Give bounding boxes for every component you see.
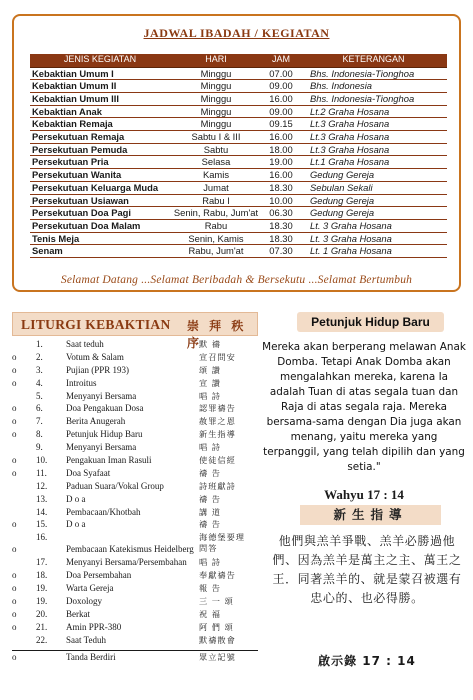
liturgi-item-number: 5.: [36, 390, 43, 401]
schedule-cell-hari: Minggu: [170, 118, 262, 131]
liturgi-item-chinese: 默 禱: [199, 339, 221, 349]
schedule-cell-keterangan: Sebulan Sekali: [300, 181, 447, 194]
liturgi-item: [12, 441, 258, 454]
liturgi-item-number: 19.: [36, 583, 48, 594]
schedule-cell-kegiatan: Senam: [30, 245, 170, 258]
liturgi-item-mark: o: [12, 608, 17, 619]
liturgi-item-name: Berita Anugerah: [66, 416, 126, 427]
liturgi-item-mark: o: [12, 583, 17, 594]
schedule-cell-hari: Jumat: [170, 181, 262, 194]
schedule-cell-keterangan: Gedung Gereja: [300, 207, 447, 220]
schedule-cell-kegiatan: Persekutuan Doa Malam: [30, 219, 170, 232]
schedule-cell-kegiatan: Kebaktian Umum II: [30, 80, 170, 93]
liturgi-item-name: Introitus: [66, 377, 97, 388]
liturgi-item-chinese: 講 道: [199, 506, 221, 517]
schedule-cell-hari: Rabu, Jum'at: [170, 245, 262, 258]
liturgi-item-number: 4.: [36, 377, 43, 388]
schedule-cell-hari: Minggu: [170, 80, 262, 93]
liturgi-item-number: 13.: [36, 493, 48, 504]
liturgi-item-number: 2.: [36, 351, 43, 362]
liturgi-item-name: Paduan Suara/Vokal Group: [66, 480, 164, 491]
liturgi-item-number: 15.: [36, 519, 48, 530]
liturgi-item-mark: o: [12, 351, 17, 362]
liturgi-item-name: Menyanyi Bersama: [66, 442, 137, 453]
liturgi-item-name: Pengakuan Iman Rasuli: [66, 455, 152, 466]
schedule-cell-kegiatan: Kebaktian Remaja: [30, 118, 170, 131]
liturgi-item-name: Berkat: [66, 608, 90, 619]
liturgi-item-mark: o: [12, 621, 17, 632]
petunjuk-text: Mereka akan berperang melawan Anak Domba. Tetapi Anak Domba akan mengalahkan mereka, karena Ia adalah Tuan di atas segala tuan dan Raja di atas segala raja. Mereka bersama-sama dengan Dia juga akan menang, yaitu mereka yang terpanggil, yang telah dipilih dan yang setia.": [262, 341, 466, 473]
liturgi-item-name: Doa Persembahan: [66, 570, 132, 581]
liturgi-item: [12, 608, 258, 621]
liturgi-item: [12, 493, 258, 506]
schedule-cell-kegiatan: Persekutuan Pria: [30, 156, 170, 169]
schedule-cell-hari: Sabtu: [170, 143, 262, 156]
schedule-cell-jam: 10.00: [262, 194, 300, 207]
schedule-row: [30, 80, 447, 93]
schedule-cell-keterangan: Lt.3 Graha Hosana: [300, 118, 447, 131]
liturgi-item-mark: o: [12, 377, 17, 388]
liturgi-item-chinese: 禱 告: [199, 519, 221, 530]
liturgi-item-chinese: 阿 們 頌: [199, 621, 234, 632]
liturgi-item: [12, 351, 258, 364]
liturgi-item-name: Doa Pengakuan Dosa: [66, 403, 144, 414]
schedule-cell-keterangan: Bhs. Indonesia: [300, 80, 447, 93]
schedule-cell-jam: 16.00: [262, 92, 300, 105]
schedule-cell-hari: Rabu I: [170, 194, 262, 207]
schedule-cell-jam: 16.00: [262, 131, 300, 144]
liturgi-item-name: Saat teduh: [66, 339, 104, 349]
liturgi-item-chinese: 唱 詩: [199, 442, 221, 453]
header-jam: JAM: [262, 54, 300, 67]
schedule-cell-kegiatan: Kebaktian Umum III: [30, 92, 170, 105]
petunjuk-reference: Wahyu 17 : 14: [324, 487, 404, 502]
liturgi-item-mark: o: [12, 519, 17, 530]
schedule-panel: [12, 14, 461, 292]
liturgi-item-mark: o: [12, 403, 17, 414]
liturgi-item-chinese: 宣召問安: [199, 351, 236, 362]
schedule-cell-hari: Selasa: [170, 156, 262, 169]
schedule-cell-kegiatan: Persekutuan Doa Pagi: [30, 207, 170, 220]
schedule-cell-hari: Minggu: [170, 67, 262, 80]
liturgi-item: [12, 415, 258, 428]
liturgi-item-number: 14.: [36, 506, 48, 517]
liturgi-item-number: 6.: [36, 403, 43, 414]
liturgi-item: [12, 595, 258, 608]
schedule-row: [30, 156, 447, 169]
schedule-row: [30, 131, 447, 144]
liturgi-item-name: Pembacaan Katekismus Heidelberg: [66, 544, 194, 555]
liturgi-item-chinese: 新生指導: [199, 429, 236, 440]
liturgi-item-number: 17.: [36, 557, 48, 568]
header-hari: HARI: [170, 54, 262, 67]
liturgi-item-number: 18.: [36, 570, 48, 581]
liturgi-item-number: 7.: [36, 416, 43, 427]
liturgi-item-name: Votum & Salam: [66, 351, 124, 362]
liturgi-item-mark: o: [12, 455, 17, 466]
schedule-cell-kegiatan: Persekutuan Keluarga Muda: [30, 181, 170, 194]
schedule-cell-kegiatan: Kebaktian Anak: [30, 105, 170, 118]
liturgi-item-number: 8.: [36, 429, 43, 440]
liturgi-item-chinese: 海德堡要理問答: [199, 532, 245, 554]
schedule-header-row: [30, 54, 447, 67]
liturgi-item-name: Menyanyi Bersama/Persembahan: [66, 557, 187, 568]
liturgi-item: [12, 556, 258, 569]
liturgi-title: LITURGI KEBAKTIAN: [21, 317, 171, 332]
liturgi-item-name: Pujian (PPR 193): [66, 364, 130, 375]
liturgi-item: [12, 569, 258, 582]
liturgi-item: [12, 454, 258, 467]
liturgi-item: [12, 467, 258, 480]
liturgi-item-chinese: 認罪禱告: [199, 403, 236, 414]
liturgi-item: [12, 338, 258, 351]
liturgi-item-chinese: 頌 讚: [199, 364, 221, 375]
schedule-cell-keterangan: Lt.2 Graha Hosana: [300, 105, 447, 118]
liturgi-item-mark: o: [12, 416, 17, 427]
schedule-body: [30, 67, 447, 258]
liturgi-item-name: Warta Gereja: [66, 583, 114, 594]
liturgi-item-chinese: 禱 告: [199, 467, 221, 478]
schedule-cell-jam: 06.30: [262, 207, 300, 220]
liturgi-item-mark: o: [12, 429, 17, 440]
schedule-cell-hari: Senin, Rabu, Jum'at: [170, 207, 262, 220]
liturgi-item: [12, 518, 258, 531]
schedule-cell-keterangan: Bhs. Indonesia-Tionghoa: [300, 92, 447, 105]
petunjuk-cn-reference: 啟示錄 17 : 14: [318, 654, 416, 668]
liturgi-list: [12, 338, 258, 662]
liturgi-item-chinese: 奉獻禱告: [199, 570, 236, 581]
liturgi-item-name: Tanda Berdiri: [66, 651, 116, 662]
liturgi-item-name: Petunjuk Hidup Baru: [66, 429, 143, 440]
schedule-cell-keterangan: Lt. 3 Graha Hosana: [300, 232, 447, 245]
schedule-cell-hari: Rabu: [170, 219, 262, 232]
liturgi-item-name: Doa Syafaat: [66, 467, 111, 478]
schedule-cell-jam: 19.00: [262, 156, 300, 169]
petunjuk-cn-title: 新生指導: [300, 505, 441, 525]
schedule-cell-keterangan: Lt.1 Graha Hosana: [300, 156, 447, 169]
liturgi-item-name: Pembacaan/Khotbah: [66, 506, 141, 517]
liturgi-item-name: Doxology: [66, 596, 102, 607]
schedule-cell-jam: 07.00: [262, 67, 300, 80]
petunjuk-cn-text: 他們與羔羊爭戰、羔羊必勝過他們、因為羔羊是萬主之主、萬王之王．同著羔羊的、就是蒙召被選有忠心的、也必得勝。: [272, 534, 462, 605]
liturgi-item: [12, 621, 258, 634]
schedule-footer: Selamat Datang ...Selamat Beribadah & Bersekutu ...Selamat Bertumbuh: [60, 274, 413, 286]
liturgi-item-chinese: 詩班獻詩: [199, 480, 236, 491]
schedule-cell-hari: Sabtu I & III: [170, 131, 262, 144]
liturgi-item-number: 10.: [36, 455, 48, 466]
schedule-cell-jam: 18.30: [262, 219, 300, 232]
schedule-cell-hari: Minggu: [170, 105, 262, 118]
liturgi-item-number: 16.: [36, 532, 48, 543]
schedule-cell-kegiatan: Persekutuan Wanita: [30, 169, 170, 182]
liturgi-item-number: 19.: [36, 596, 48, 607]
schedule-title: JADWAL IBADAH / KEGIATAN: [143, 26, 330, 40]
liturgi-item: [12, 402, 258, 415]
schedule-cell-keterangan: Lt. 3 Graha Hosana: [300, 219, 447, 232]
schedule-cell-keterangan: Lt.3 Graha Hosana: [300, 131, 447, 144]
schedule-cell-kegiatan: Persekutuan Remaja: [30, 131, 170, 144]
liturgi-item-chinese: 眾立記號: [199, 651, 236, 662]
liturgi-item-mark: o: [12, 651, 17, 662]
schedule-cell-hari: Minggu: [170, 92, 262, 105]
schedule-row: [30, 92, 447, 105]
liturgi-item-chinese: 使徒信經: [199, 455, 236, 466]
schedule-row: [30, 105, 447, 118]
schedule-row: [30, 207, 447, 220]
liturgi-item-mark: o: [12, 364, 17, 375]
liturgi-item-mark: o: [12, 467, 17, 478]
schedule-cell-hari: Kamis: [170, 169, 262, 182]
schedule-cell-kegiatan: Kebaktian Umum I: [30, 67, 170, 80]
schedule-row: [30, 232, 447, 245]
liturgi-item-chinese: 三 一 頌: [199, 596, 234, 607]
schedule-cell-keterangan: Gedung Gereja: [300, 194, 447, 207]
schedule-cell-keterangan: Lt.3 Graha Hosana: [300, 143, 447, 156]
schedule-row: [30, 181, 447, 194]
schedule-cell-hari: Senin, Kamis: [170, 232, 262, 245]
schedule-cell-keterangan: Gedung Gereja: [300, 169, 447, 182]
liturgi-item: [12, 531, 258, 556]
liturgi-item-chinese: 默禱散會: [199, 634, 236, 645]
liturgi-item: [12, 377, 258, 390]
liturgi-item-chinese: 唱 詩: [199, 557, 221, 568]
liturgi-item-name: D o a: [66, 493, 86, 504]
schedule-table: [30, 54, 447, 258]
schedule-row: [30, 67, 447, 80]
liturgi-item: [12, 650, 258, 663]
liturgi-item: [12, 506, 258, 519]
liturgi-item-number: 3.: [36, 364, 43, 375]
liturgi-item: [12, 428, 258, 441]
schedule-cell-kegiatan: Persekutuan Usiawan: [30, 194, 170, 207]
header-keterangan: KETERANGAN: [300, 54, 447, 67]
liturgi-item-number: 11.: [36, 467, 47, 478]
schedule-cell-jam: 09.00: [262, 105, 300, 118]
schedule-row: [30, 219, 447, 232]
schedule-cell-jam: 09.15: [262, 118, 300, 131]
schedule-cell-keterangan: Bhs. Indonesia-Tionghoa: [300, 67, 447, 80]
schedule-cell-jam: 09.00: [262, 80, 300, 93]
liturgi-item-name: Amin PPR-380: [66, 621, 122, 632]
schedule-row: [30, 245, 447, 258]
liturgi-item-number: 12.: [36, 480, 48, 491]
schedule-cell-jam: 07.30: [262, 245, 300, 258]
liturgi-item-number: 20.: [36, 608, 48, 619]
liturgi-item-name: Saat Teduh: [66, 634, 106, 645]
schedule-cell-jam: 18.30: [262, 181, 300, 194]
schedule-row: [30, 194, 447, 207]
liturgi-item-number: 9.: [36, 442, 43, 453]
schedule-cell-jam: 16.00: [262, 169, 300, 182]
liturgi-item-number: 1.: [36, 339, 43, 349]
schedule-row: [30, 118, 447, 131]
liturgi-item-name: D o a: [66, 519, 86, 530]
liturgi-item: [12, 364, 258, 377]
schedule-row: [30, 143, 447, 156]
petunjuk-title: Petunjuk Hidup Baru: [297, 312, 444, 332]
liturgi-item-chinese: 宣 讚: [199, 377, 221, 388]
liturgi-item: [12, 582, 258, 595]
schedule-cell-jam: 18.30: [262, 232, 300, 245]
liturgi-item-mark: o: [12, 544, 17, 555]
liturgi-item: [12, 634, 258, 647]
schedule-cell-kegiatan: Persekutuan Pemuda: [30, 143, 170, 156]
liturgi-item: [12, 480, 258, 493]
liturgi-item-number: 22.: [36, 634, 48, 645]
liturgi-item-name: Menyanyi Bersama: [66, 390, 137, 401]
schedule-row: [30, 169, 447, 182]
liturgi-item-chinese: 報 告: [199, 583, 221, 594]
liturgi-item-chinese: 禱 告: [199, 493, 221, 504]
liturgi-item: [12, 390, 258, 403]
schedule-cell-jam: 18.00: [262, 143, 300, 156]
schedule-cell-keterangan: Lt. 1 Graha Hosana: [300, 245, 447, 258]
liturgi-item-mark: o: [12, 596, 17, 607]
liturgi-item-chinese: 赦罪之恩: [199, 416, 236, 427]
liturgi-title-cn: 崇 拜 秩 序: [187, 319, 247, 350]
header-jenis: JENIS KEGIATAN: [30, 54, 170, 67]
liturgi-item-chinese: 唱 詩: [199, 390, 221, 401]
liturgi-item-mark: o: [12, 570, 17, 581]
schedule-cell-kegiatan: Tenis Meja: [30, 232, 170, 245]
liturgi-item-number: 21.: [36, 621, 48, 632]
liturgi-item-chinese: 祝 福: [199, 608, 221, 619]
